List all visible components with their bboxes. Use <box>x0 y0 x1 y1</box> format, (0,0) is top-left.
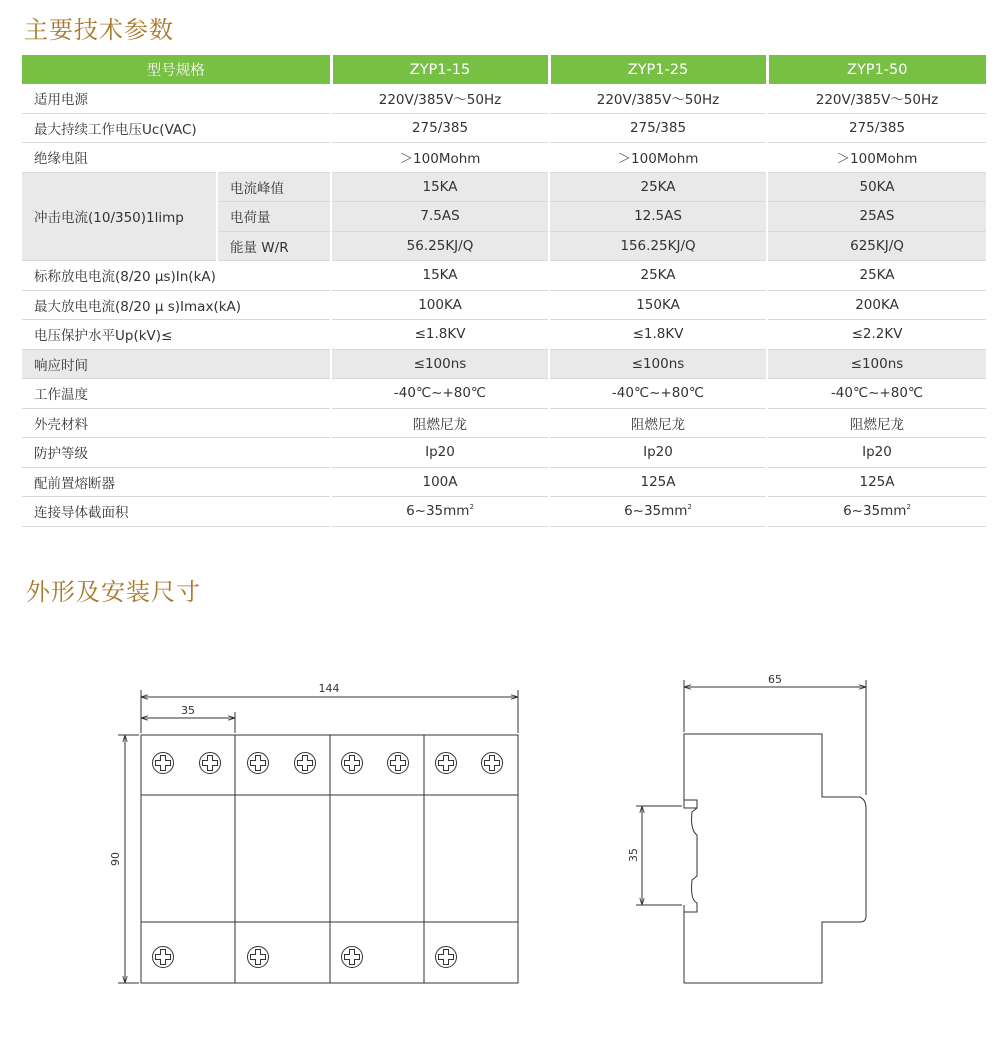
cell: ≤100ns <box>331 349 549 379</box>
dim-rail-label: 35 <box>627 848 640 862</box>
cell: 阻燃尼龙 <box>549 408 767 438</box>
cell: ≤100ns <box>549 349 767 379</box>
dim-height-label: 90 <box>109 852 122 866</box>
dim-pole-label: 35 <box>181 704 195 717</box>
screw-icon <box>153 947 174 968</box>
screw-icon <box>436 753 457 774</box>
row-label: 防护等级 <box>22 438 331 468</box>
cell: $6\sim 35mm^2$ <box>767 497 986 527</box>
screw-icon <box>200 753 221 774</box>
cell: 125A <box>549 467 767 497</box>
cell: ＞100Mohm <box>549 143 767 173</box>
row-label: 适用电源 <box>22 84 331 113</box>
cell: 25KA <box>767 261 986 291</box>
cell: 220V/385V～50Hz <box>331 84 549 113</box>
front-view <box>118 690 518 983</box>
row-label: 标称放电电流(8/20 μs)In(kA) <box>22 261 331 291</box>
cell: 220V/385V～50Hz <box>767 84 986 113</box>
cell: 12.5AS <box>549 202 767 232</box>
screw-icons-bottom <box>153 947 457 968</box>
row-sub-label: 能量 W/R <box>217 231 331 261</box>
row-label: 电压保护水平Up(kV)≤ <box>22 320 331 350</box>
cell: -40℃~+80℃ <box>767 379 986 409</box>
row-label: 响应时间 <box>22 349 331 379</box>
screw-icon <box>342 947 363 968</box>
cell: 25KA <box>549 172 767 202</box>
screw-icon <box>342 753 363 774</box>
screw-icon <box>295 753 316 774</box>
cell: ≤1.8KV <box>549 320 767 350</box>
cell: ＞100Mohm <box>331 143 549 173</box>
row-sub-label: 电荷量 <box>217 202 331 232</box>
cell: 275/385 <box>767 113 986 143</box>
section-title-dimensions: 外形及安装尺寸 <box>26 578 201 606</box>
header-zyp1-15: ZYP1-15 <box>331 55 549 84</box>
dim-width-label: 144 <box>318 682 340 695</box>
screw-icon <box>248 947 269 968</box>
row-label: 连接导体截面积 <box>22 497 331 527</box>
cell: ≤2.2KV <box>767 320 986 350</box>
cell: -40℃~+80℃ <box>549 379 767 409</box>
cell: Ip20 <box>331 438 549 468</box>
cell: 275/385 <box>331 113 549 143</box>
cell: 156.25KJ/Q <box>549 231 767 261</box>
cell: 150KA <box>549 290 767 320</box>
cell: 阻燃尼龙 <box>767 408 986 438</box>
cell: 100KA <box>331 290 549 320</box>
cell: 625KJ/Q <box>767 231 986 261</box>
cell: ≤100ns <box>767 349 986 379</box>
dim-depth-label: 65 <box>768 673 782 686</box>
cell: ≤1.8KV <box>331 320 549 350</box>
cell: 125A <box>767 467 986 497</box>
row-sub-label: 电流峰值 <box>217 172 331 202</box>
side-view <box>636 680 866 983</box>
cell: 25KA <box>549 261 767 291</box>
screw-icon <box>482 753 503 774</box>
screw-icon <box>248 753 269 774</box>
cell: -40℃~+80℃ <box>331 379 549 409</box>
cell: Ip20 <box>767 438 986 468</box>
row-label: 工作温度 <box>22 379 331 409</box>
cell: $6\sim 35mm^2$ <box>549 497 767 527</box>
cell: 7.5AS <box>331 202 549 232</box>
cell: Ip20 <box>549 438 767 468</box>
section-title-parameters: 主要技术参数 <box>24 16 174 44</box>
cell: 50KA <box>767 172 986 202</box>
cell: $6\sim 35mm^2$ <box>331 497 549 527</box>
header-zyp1-50: ZYP1-50 <box>767 55 986 84</box>
screw-icons-top <box>153 753 503 774</box>
row-group-label: 冲击电流(10/350)1limp <box>22 172 217 261</box>
cell: 275/385 <box>549 113 767 143</box>
row-label: 配前置熔断器 <box>22 467 331 497</box>
cell: ＞100Mohm <box>767 143 986 173</box>
header-model: 型号规格 <box>22 55 331 84</box>
cell: 25AS <box>767 202 986 232</box>
screw-icon <box>436 947 457 968</box>
cell: 56.25KJ/Q <box>331 231 549 261</box>
header-zyp1-25: ZYP1-25 <box>549 55 767 84</box>
row-label: 绝缘电阻 <box>22 143 331 173</box>
cell: 15KA <box>331 172 549 202</box>
row-label: 最大持续工作电压Uc(VAC) <box>22 113 331 143</box>
cell: 200KA <box>767 290 986 320</box>
screw-icon <box>153 753 174 774</box>
cell: 100A <box>331 467 549 497</box>
screw-icon <box>388 753 409 774</box>
cell: 阻燃尼龙 <box>331 408 549 438</box>
row-label: 外壳材料 <box>22 408 331 438</box>
cell: 15KA <box>331 261 549 291</box>
row-label: 最大放电电流(8/20 μ s)Imax(kA) <box>22 290 331 320</box>
cell: 220V/385V～50Hz <box>549 84 767 113</box>
